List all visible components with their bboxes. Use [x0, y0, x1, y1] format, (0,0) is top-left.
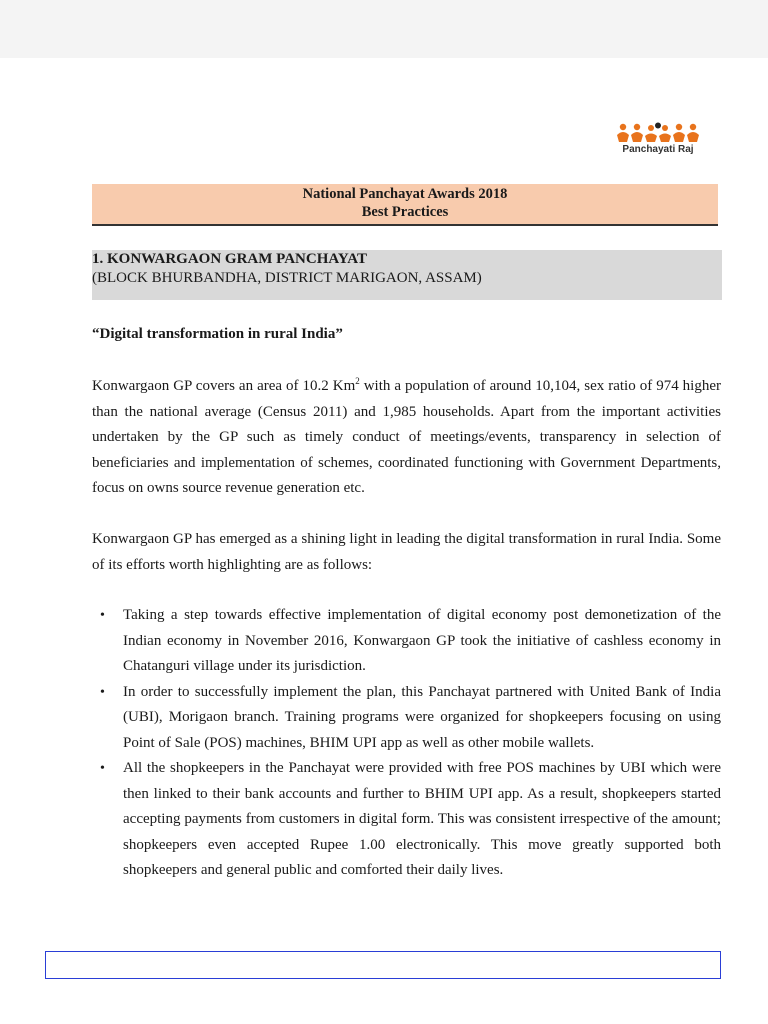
- panchayat-heading-band: [92, 250, 722, 300]
- list-item: [92, 756, 721, 884]
- intro-paragraph: Konwargaon GP has emerged as a shining light in leading the digital transformation in rural India. Some of its efforts worth highlighting are as follows:: [92, 531, 721, 573]
- people-figures-icon: [616, 122, 700, 144]
- list-item-text: In order to successfully implement the plan, this Panchayat partnered with United Bank of India (UBI), Morigaon branch. Training programs were organized for shopkeepers focusing on using Point of Sale (POS) machines, BHIM UPI app as well as other mobile wallets.: [123, 683, 721, 751]
- superscript: 2: [355, 376, 360, 386]
- panchayat-name: 1. KONWARGAON GRAM PANCHAYAT: [92, 251, 368, 267]
- document-page: [0, 58, 768, 1024]
- award-title-band: [92, 184, 718, 226]
- overview-text-end: with a population of around 10,104, sex ratio of 974 higher than the national average (Census 2011) and 1,985 households. Apart from the important activities undertaken by the GP such as timely conduct of meetings/events, transparency in selection of beneficiaries and implementation of schemes, coordinated functioning with Government Departments, focus on owns source revenue generation etc.: [92, 378, 721, 496]
- footer-frame: [45, 951, 721, 979]
- overview-text-start: Konwargaon GP covers an area of 10.2 Km: [92, 378, 356, 394]
- efforts-list: [92, 603, 721, 884]
- overview-paragraph: [92, 374, 721, 502]
- bullet-icon: •: [100, 761, 105, 776]
- list-item-text: Taking a step towards effective implementation of digital economy post demonetization of the Indian economy in November 2016, Konwargaon GP took the initiative of cashless economy in Chatanguri village under its jurisdiction.: [123, 607, 721, 674]
- panchayati-raj-logo: [612, 122, 704, 162]
- bullet-icon: •: [100, 684, 105, 700]
- award-title: National Panchayat Awards 2018: [302, 186, 508, 202]
- logo-text: Panchayati Raj: [622, 144, 694, 155]
- panchayat-location: (BLOCK BHURBANDHA, DISTRICT MARIGAON, ASSAM): [92, 270, 482, 286]
- best-practice-title: “Digital transformation in rural India”: [92, 326, 343, 342]
- list-item-text: All the shopkeepers in the Panchayat were provided with free POS machines by UBI which were then linked to their bank accounts and further to BHIM UPI app. As a result, shopkeepers started accepting payments from customers in digital form. This was consistent irrespective of the amount; shopkeepers even accepted Rupee 1.00 electronically. This move greatly supported both shopkeepers and general public and comforted their daily lives.: [123, 760, 721, 878]
- bullet-icon: •: [100, 608, 105, 623]
- list-item: [92, 603, 721, 680]
- award-subtitle: Best Practices: [361, 204, 449, 220]
- list-item: [92, 680, 721, 757]
